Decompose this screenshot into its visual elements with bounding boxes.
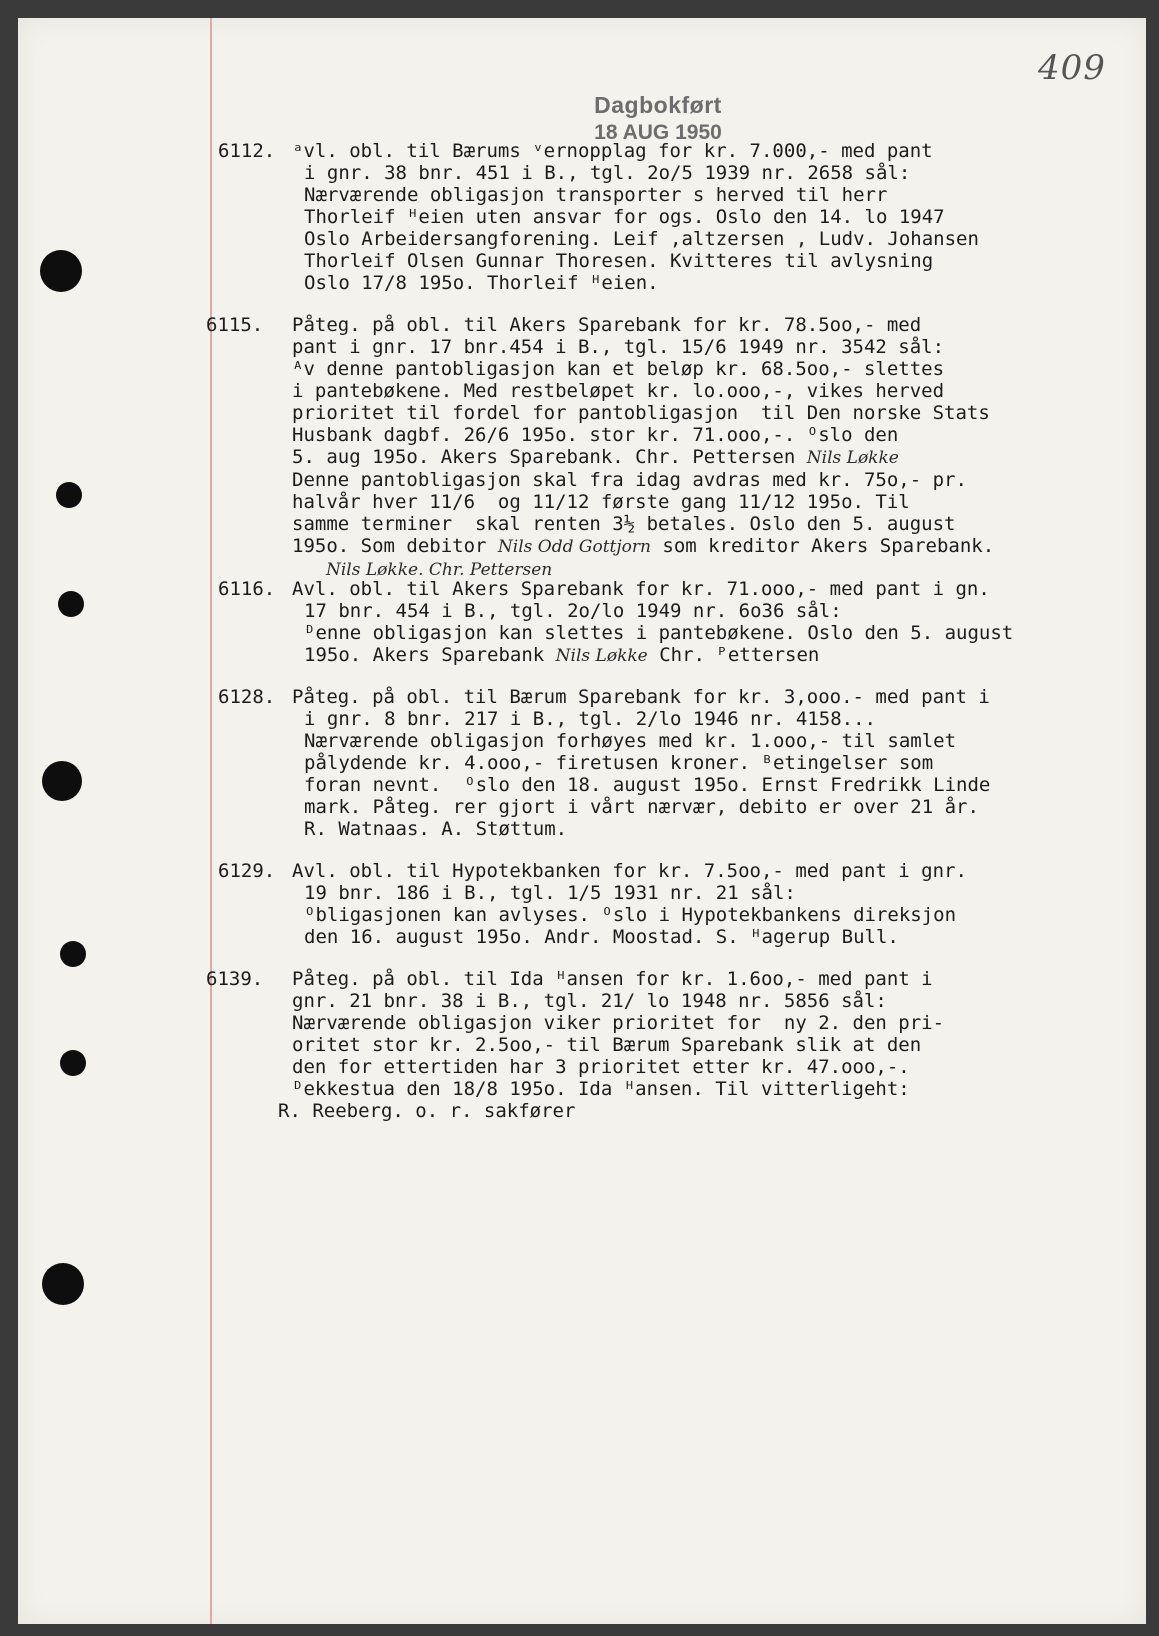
entry-line: prioritet til fordel for pantobligasjon til Den norske Stats xyxy=(292,402,990,424)
entry-line: ᵃvl. obl. til Bærums ᵛernopplag for kr. 7.000,- med pant xyxy=(292,140,933,162)
entry-line: oritet stor kr. 2.5oo,- til Bærum Sparebank slik at den xyxy=(292,1034,922,1056)
entry-line: R. Watnaas. A. Støttum. xyxy=(304,818,568,840)
entry-line: 195o. Som debitor xyxy=(292,535,487,557)
entry-line: Oslo Arbeidersangforening. Leif ,altzersen , Ludv. Johansen xyxy=(304,228,979,250)
entry-line: ᴰekkestua den 18/8 195o. Ida ᴴansen. Til vitterligeht: xyxy=(292,1078,910,1100)
entry-line: ᴬv denne pantobligasjon kan et beløp kr. 68.5oo,- slettes xyxy=(292,358,945,380)
entry-line: halvår hver 11/6 og 11/12 første gang 11/12 195o. Til xyxy=(292,491,910,513)
entry-line: R. Reeberg. o. r. sakfører xyxy=(278,1100,576,1122)
punch-hole xyxy=(42,761,82,801)
entry-line: Avl. obl. til Akers Sparebank for kr. 71.ooo,- med pant i gn. xyxy=(292,578,990,600)
stamp-date: 18 AUG 1950 xyxy=(594,121,722,144)
page-number: 409 xyxy=(1038,48,1106,88)
entry-line: i pantebøkene. Med restbeløpet kr. lo.ooo,-, vikes herved xyxy=(292,380,945,402)
handwritten-signature: Nils Løkke. Chr. Pettersen xyxy=(326,560,553,580)
entry-line: Thorleif Olsen Gunnar Thoresen. Kvitteres til avlysning xyxy=(304,250,934,272)
entry-line: ᴼbligasjonen kan avlyses. ᴼslo i Hypotekbankens direksjon xyxy=(304,904,957,926)
entry-number: 6115. xyxy=(206,314,264,336)
entry-line: Oslo 17/8 195o. Thorleif ᴴeien. xyxy=(304,272,659,294)
entry-number: 6112. xyxy=(218,140,276,162)
entry-number: 6139. xyxy=(206,968,264,990)
entry-line: pant i gnr. 17 bnr.454 i B., tgl. 15/6 1949 nr. 3542 sål: xyxy=(292,336,945,358)
margin-line xyxy=(210,18,212,1624)
entry-number: 6116. xyxy=(218,578,276,600)
entry-6129 xyxy=(218,860,1138,948)
entry-number: 6128. xyxy=(218,686,276,708)
entry-line: Thorleif ᴴeien uten ansvar for ogs. Oslo den 14. lo 1947 xyxy=(304,206,945,228)
entry-line: Nærværende obligasjon transporter s herved til herr xyxy=(304,184,888,206)
received-stamp xyxy=(578,92,738,145)
punch-hole xyxy=(58,591,84,617)
ledger-page xyxy=(18,18,1146,1624)
entry-line: i gnr. 8 bnr. 217 i B., tgl. 2/lo 1946 nr. 4158... xyxy=(304,708,876,730)
entry-line: Nærværende obligasjon viker prioritet for ny 2. den pri- xyxy=(292,1012,945,1034)
punch-hole xyxy=(60,941,86,967)
entry-number: 6129. xyxy=(218,860,276,882)
entry-line: Påteg. på obl. til Ida ᴴansen for kr. 1.6oo,- med pant i xyxy=(292,968,933,990)
punch-hole xyxy=(56,482,82,508)
entry-line: den for ettertiden har 3 prioritet etter kr. 47.ooo,-. xyxy=(292,1056,910,1078)
entry-6115 xyxy=(206,314,1126,581)
entry-6112 xyxy=(218,140,1138,294)
entry-6139 xyxy=(206,968,1126,1122)
entry-line: Avl. obl. til Hypotekbanken for kr. 7.5oo,- med pant i gnr. xyxy=(292,860,967,882)
stamp-title: Dagbokført xyxy=(594,92,722,118)
entry-line: i gnr. 38 bnr. 451 i B., tgl. 2o/5 1939 nr. 2658 sål: xyxy=(304,162,911,184)
entry-line: ᴰenne obligasjon kan slettes i pantebøkene. Oslo den 5. august xyxy=(304,622,1014,644)
entry-line: som kreditor Akers Sparebank. xyxy=(662,535,995,557)
entry-line: 195o. Akers Sparebank xyxy=(304,644,545,666)
entry-line: den 16. august 195o. Andr. Moostad. S. ᴴagerup Bull. xyxy=(304,926,899,948)
entry-line: Husbank dagbf. 26/6 195o. stor kr. 71.ooo,-. ᴼslo den xyxy=(292,424,899,446)
punch-hole xyxy=(42,1263,84,1305)
entry-line: Nærværende obligasjon forhøyes med kr. 1.ooo,- til samlet xyxy=(304,730,957,752)
handwritten-signature: Nils Løkke xyxy=(806,448,899,468)
entry-line: pålydende kr. 4.ooo,- firetusen kroner. ᴮetingelser som xyxy=(304,752,934,774)
entry-line: Chr. ᴾettersen xyxy=(659,644,820,666)
entry-line: foran nevnt. ᴼslo den 18. august 195o. Ernst Fredrikk Linde xyxy=(304,774,991,796)
entry-6116 xyxy=(218,578,1138,667)
entry-line: mark. Påteg. rer gjort i vårt nærvær, debito er over 21 år. xyxy=(304,796,979,818)
entry-line: Denne pantobligasjon skal fra idag avdras med kr. 75o,- pr. xyxy=(292,469,967,491)
punch-hole xyxy=(60,1050,86,1076)
entry-line: samme terminer skal renten 3½ betales. Oslo den 5. august xyxy=(292,513,956,535)
entry-line: Påteg. på obl. til Akers Sparebank for kr. 78.5oo,- med xyxy=(292,314,922,336)
entry-line: 17 bnr. 454 i B., tgl. 2o/lo 1949 nr. 6o36 sål: xyxy=(304,600,842,622)
handwritten-signature: Nils Odd Gottjorn xyxy=(497,537,651,557)
entry-line: Påteg. på obl. til Bærum Sparebank for kr. 3,ooo.- med pant i xyxy=(292,686,990,708)
entry-line: 5. aug 195o. Akers Sparebank. Chr. Pettersen xyxy=(292,446,796,468)
entry-line: gnr. 21 bnr. 38 i B., tgl. 21/ lo 1948 nr. 5856 sål: xyxy=(292,990,887,1012)
punch-hole xyxy=(40,250,82,292)
entry-line: 19 bnr. 186 i B., tgl. 1/5 1931 nr. 21 sål: xyxy=(304,882,796,904)
handwritten-signature: Nils Løkke xyxy=(555,646,648,666)
entry-6128 xyxy=(218,686,1138,840)
